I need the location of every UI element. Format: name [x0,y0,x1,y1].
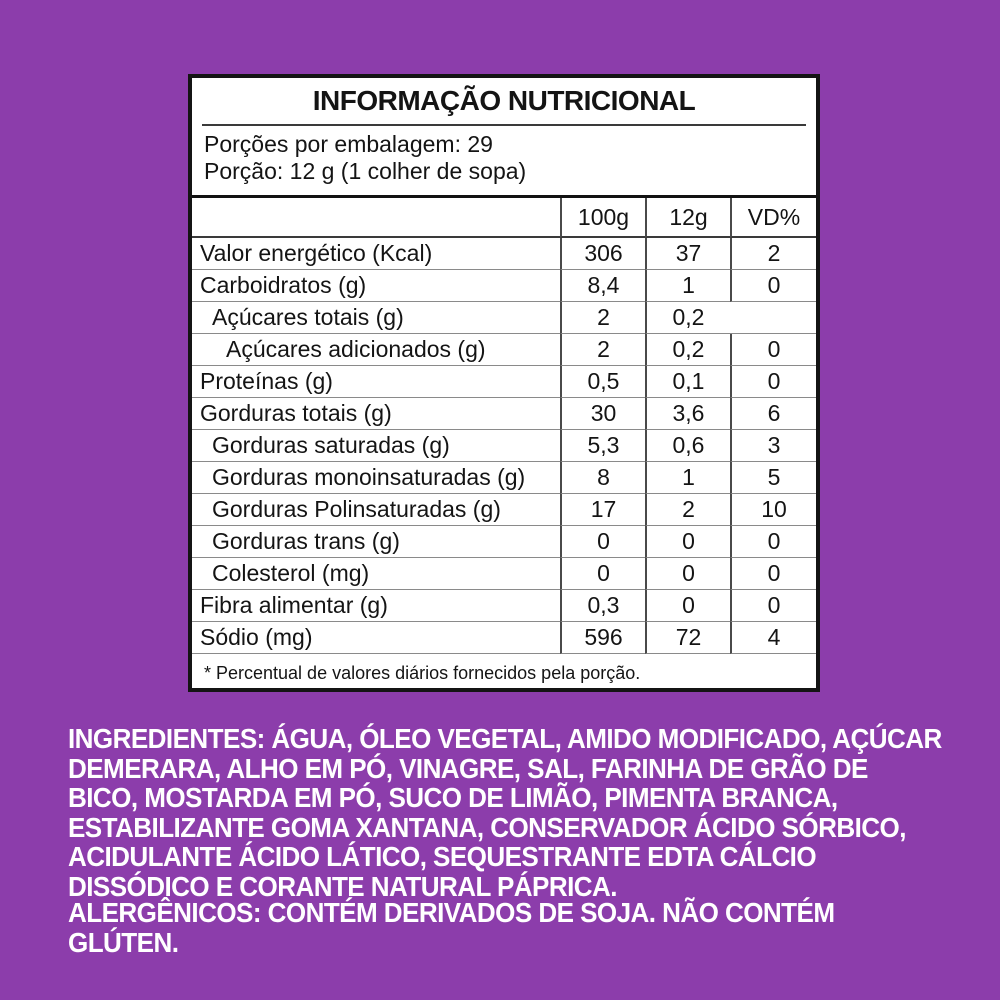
header-empty-cell [192,198,560,238]
table-row [192,334,816,366]
ingredients-heading: INGREDIENTES: [68,723,265,754]
table-row [192,526,816,558]
row-value-100g: 30 [560,398,645,430]
row-value-vd: 0 [730,334,816,366]
ingredients-paragraph [68,724,942,901]
table-row [192,366,816,398]
portion-size: Porção: 12 g (1 colher de sopa) [204,158,527,184]
row-label: Fibra alimentar (g) [192,590,560,622]
row-value-12g: 2 [645,494,730,526]
row-value-100g: 306 [560,238,645,270]
ingredients-text: ÁGUA, ÓLEO VEGETAL, AMIDO MODIFICADO, AÇÚCAR DEMERARA, ALHO EM PÓ, VINAGRE, SAL, FARINHA DE GRÃO DE BICO, MOSTARDA EM PÓ, SUCO DE LIMÃO, PIMENTA BRANCA, ESTABILIZANTE GOMA XANTANA, CONSERVADOR ÁCIDO SÓRBICO, ACIDULANTE ÁCIDO LÁTICO, SEQUESTRANTE EDTA CÁLCIO DISSÓDICO E CORANTE NATURAL PÁPRICA. [68,723,942,902]
allergens-line [68,898,942,957]
allergens-heading: ALERGÊNICOS: [68,897,261,928]
row-label: Gorduras trans (g) [192,526,560,558]
row-value-vd: 6 [730,398,816,430]
row-value-12g: 0 [645,590,730,622]
row-value-12g: 0,6 [645,430,730,462]
row-value-100g: 8 [560,462,645,494]
row-value-12g: 37 [645,238,730,270]
row-value-100g: 0 [560,526,645,558]
row-label: Valor energético (Kcal) [192,238,560,270]
row-value-12g: 1 [645,462,730,494]
row-value-vd: 0 [730,590,816,622]
row-label: Gorduras totais (g) [192,398,560,430]
nutrition-table [192,195,816,654]
row-label: Gorduras Polinsaturadas (g) [192,494,560,526]
row-value-vd: 0 [730,366,816,398]
nutrition-facts-panel [188,74,820,692]
row-value-100g: 0 [560,558,645,590]
nutrition-title: INFORMAÇÃO NUTRICIONAL [312,85,696,116]
row-value-vd: 3 [730,430,816,462]
servings-per-package: Porções por embalagem: 29 [204,131,493,157]
table-row [192,558,816,590]
table-header-row [192,198,816,238]
row-value-100g: 17 [560,494,645,526]
row-label: Colesterol (mg) [192,558,560,590]
row-value-100g: 0,5 [560,366,645,398]
row-label: Sódio (mg) [192,622,560,654]
serving-info [204,131,804,185]
table-row [192,302,816,334]
row-value-vd [730,302,816,334]
row-value-12g: 72 [645,622,730,654]
table-row [192,398,816,430]
table-row [192,270,816,302]
row-value-12g: 0,2 [645,302,730,334]
table-row [192,238,816,270]
row-value-100g: 0,3 [560,590,645,622]
row-value-12g: 1 [645,270,730,302]
row-value-vd: 0 [730,558,816,590]
row-value-100g: 596 [560,622,645,654]
row-label: Gorduras monoinsaturadas (g) [192,462,560,494]
row-label: Gorduras saturadas (g) [192,430,560,462]
row-label: Açúcares adicionados (g) [192,334,560,366]
row-label: Proteínas (g) [192,366,560,398]
row-value-12g: 0 [645,558,730,590]
row-value-vd: 0 [730,526,816,558]
table-row [192,590,816,622]
row-value-12g: 3,6 [645,398,730,430]
row-value-12g: 0,1 [645,366,730,398]
row-label: Carboidratos (g) [192,270,560,302]
row-label: Açúcares totais (g) [192,302,560,334]
row-value-100g: 2 [560,334,645,366]
daily-value-footnote: * Percentual de valores diários fornecidos pela porção. [204,663,641,683]
allergens-text: CONTÉM DERIVADOS DE SOJA. NÃO CONTÉM GLÚTEN. [68,897,835,958]
row-value-100g: 2 [560,302,645,334]
table-row [192,430,816,462]
row-value-vd: 5 [730,462,816,494]
row-value-vd: 0 [730,270,816,302]
row-value-12g: 0 [645,526,730,558]
row-value-vd: 4 [730,622,816,654]
row-value-100g: 8,4 [560,270,645,302]
table-row [192,494,816,526]
header-100g: 100g [560,198,645,238]
header-vd: VD% [730,198,816,238]
row-value-100g: 5,3 [560,430,645,462]
title-divider [202,124,806,126]
table-row [192,462,816,494]
row-value-vd: 10 [730,494,816,526]
row-value-vd: 2 [730,238,816,270]
row-value-12g: 0,2 [645,334,730,366]
table-row [192,622,816,654]
header-12g: 12g [645,198,730,238]
